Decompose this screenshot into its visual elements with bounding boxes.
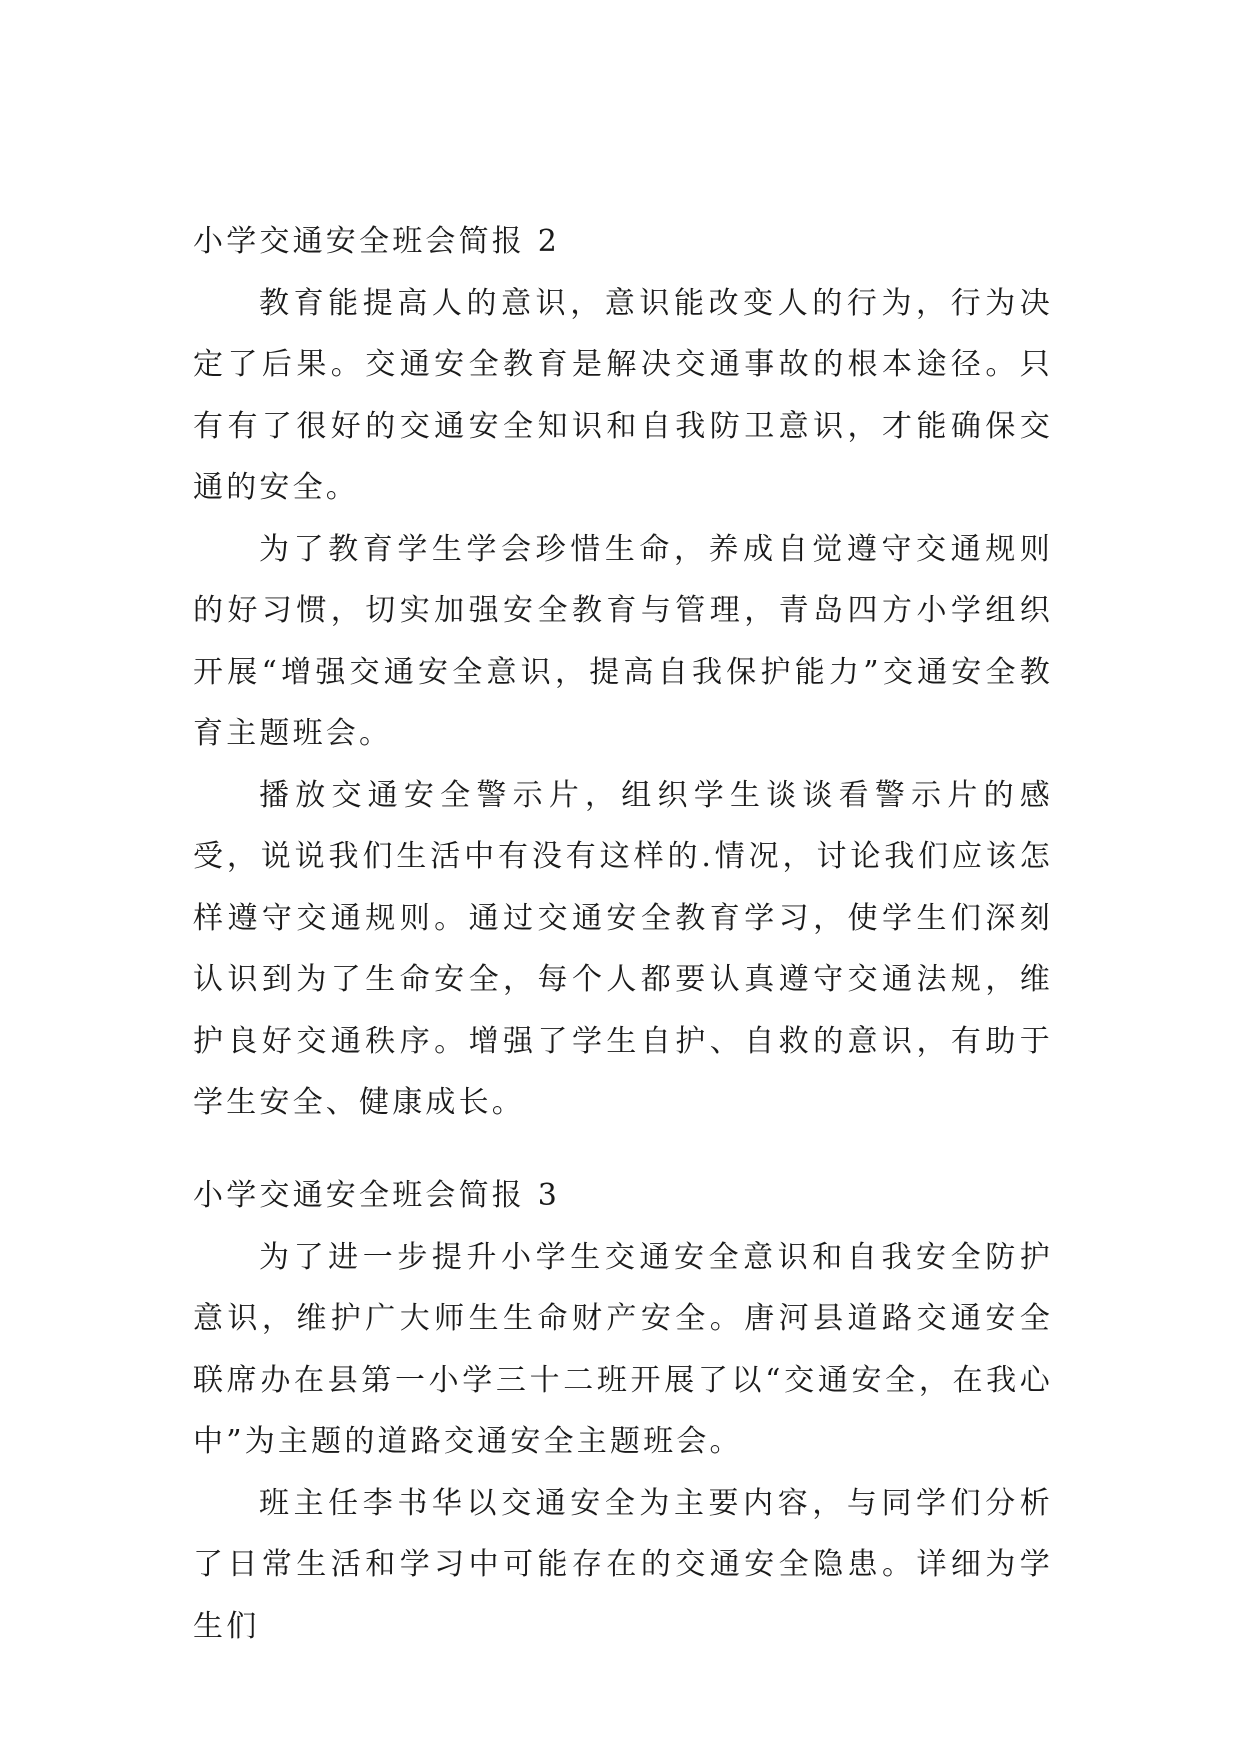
paragraph: 播放交通安全警示片，组织学生谈谈看警示片的感受，说说我们生活中有没有这样的.情况，讨论我们应该怎样遵守交通规则。通过交通安全教育学习，使学生们深刻认识到为了生命安全，每个人都要认真遵守交通法规，维护良好交通秩序。增强了学生自护、自救的意识，有助于学生安全、健康成长。 xyxy=(193,777,1053,1120)
section-heading: 小学交通安全班会简报 2 xyxy=(193,224,561,259)
briefing-section-2 xyxy=(193,211,1053,1134)
paragraph: 教育能提高人的意识，意识能改变人的行为，行为决定了后果。交通安全教育是解决交通事故的根本途径。只有有了很好的交通安全知识和自我防卫意识，才能确保交通的安全。 xyxy=(193,285,1053,505)
paragraph: 为了教育学生学会珍惜生命，养成自觉遵守交通规则的好习惯，切实加强安全教育与管理，青岛四方小学组织开展“增强交通安全意识，提高自我保护能力”交通安全教育主题班会。 xyxy=(193,531,1053,751)
briefing-section-3 xyxy=(193,1165,1053,1657)
section-heading: 小学交通安全班会简报 3 xyxy=(193,1178,561,1213)
paragraph: 班主任李书华以交通安全为主要内容，与同学们分析了日常生活和学习中可能存在的交通安全隐患。详细为学生们 xyxy=(193,1485,1053,1644)
paragraph: 为了进一步提升小学生交通安全意识和自我安全防护意识，维护广大师生生命财产安全。唐河县道路交通安全联席办在县第一小学三十二班开展了以“交通安全，在我心中”为主题的道路交通安全主题班会。 xyxy=(193,1239,1053,1459)
